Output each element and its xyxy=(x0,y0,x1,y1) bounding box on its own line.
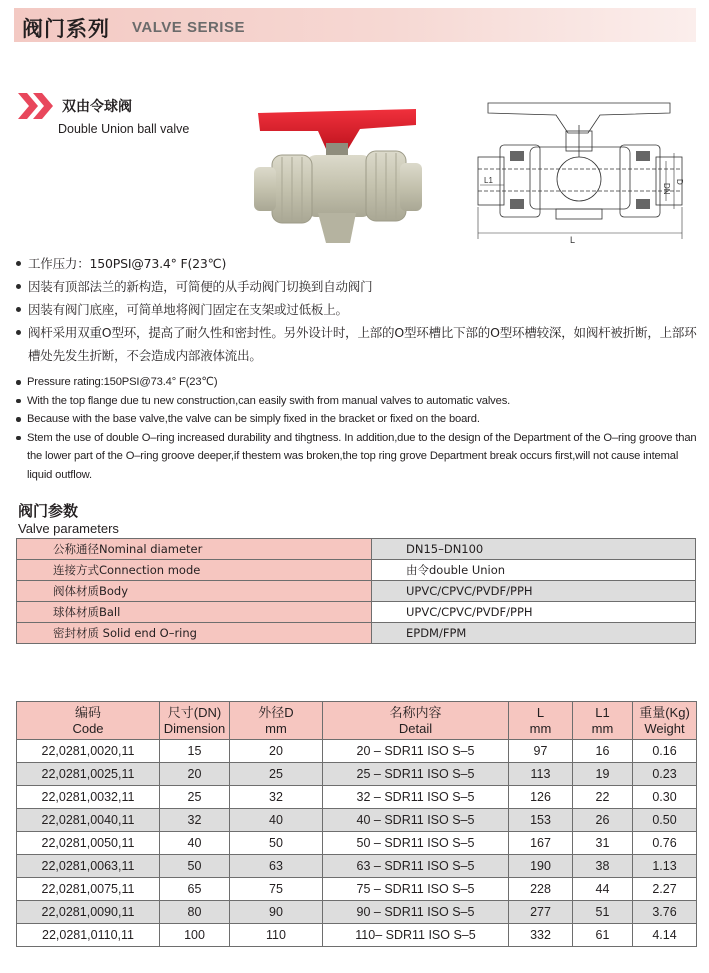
diagram-label-l1: L1 xyxy=(484,176,493,185)
param-row xyxy=(17,602,696,623)
param-value: DN15–DN100 xyxy=(372,539,696,560)
param-value: EPDM/FPM xyxy=(372,623,696,644)
diagram-label-d: D xyxy=(675,179,684,185)
cell-l1: 22 xyxy=(573,786,633,809)
cell-weight: 0.30 xyxy=(633,786,697,809)
table-row xyxy=(17,832,697,855)
cell-code: 22,0281,0063,11 xyxy=(17,855,160,878)
cell-l: 97 xyxy=(509,740,573,763)
diagram-label-dn: DN xyxy=(662,183,671,195)
cell-code: 22,0281,0050,11 xyxy=(17,832,160,855)
cell-code: 22,0281,0020,11 xyxy=(17,740,160,763)
cell-detail: 75 – SDR11 ISO S–5 xyxy=(323,878,509,901)
cell-l1: 31 xyxy=(573,832,633,855)
param-value: UPVC/CPVC/PVDF/PPH xyxy=(372,602,696,623)
cell-code: 22,0281,0040,11 xyxy=(17,809,160,832)
cell-weight: 0.76 xyxy=(633,832,697,855)
cell-dimension: 20 xyxy=(160,763,230,786)
cell-code: 22,0281,0075,11 xyxy=(17,878,160,901)
table-row xyxy=(17,809,697,832)
feature-cn-item: 因装有阀门底座，可简单地将阀门固定在支架或过低板上。 xyxy=(16,298,702,321)
cell-weight: 0.16 xyxy=(633,740,697,763)
params-title-cn: 阀门参数 xyxy=(18,502,79,520)
param-key: 球体材质Ball xyxy=(17,602,372,623)
col-header-weight: 重量(Kg) Weight xyxy=(633,702,697,740)
cell-l1: 51 xyxy=(573,901,633,924)
cell-l1: 19 xyxy=(573,763,633,786)
table-row xyxy=(17,786,697,809)
spec-header-row xyxy=(17,702,697,740)
table-row xyxy=(17,763,697,786)
cell-code: 22,0281,0025,11 xyxy=(17,763,160,786)
cell-l: 277 xyxy=(509,901,573,924)
table-row xyxy=(17,855,697,878)
cell-weight: 2.27 xyxy=(633,878,697,901)
feature-cn-item: 因装有顶部法兰的新构造，可简便的从手动阀门切换到自动阀门 xyxy=(16,275,702,298)
cell-dimension: 50 xyxy=(160,855,230,878)
param-key: 公称通径Nominal diameter xyxy=(17,539,372,560)
cell-l: 167 xyxy=(509,832,573,855)
header-band xyxy=(14,8,696,42)
header-title-en: VALVE SERISE xyxy=(132,19,245,36)
col-header-l1: L1 mm xyxy=(573,702,633,740)
cell-detail: 32 – SDR11 ISO S–5 xyxy=(323,786,509,809)
col-header-outer-diameter: 外径D mm xyxy=(230,702,323,740)
cell-l1: 44 xyxy=(573,878,633,901)
feature-cn-item: 阀杆采用双重O型环，提高了耐久性和密封性。另外设计时，上部的O型环槽比下部的O型环槽较深，如阀杆被折断，上部环槽处先发生折断，不会造成内部液体流出。 xyxy=(16,321,702,367)
cell-l1: 16 xyxy=(573,740,633,763)
cell-l: 190 xyxy=(509,855,573,878)
param-row xyxy=(17,623,696,644)
specification-table xyxy=(16,701,697,947)
cell-code: 22,0281,0110,11 xyxy=(17,924,160,947)
cell-weight: 3.76 xyxy=(633,901,697,924)
table-row xyxy=(17,878,697,901)
cell-dimension: 15 xyxy=(160,740,230,763)
cell-weight: 4.14 xyxy=(633,924,697,947)
cell-dimension: 80 xyxy=(160,901,230,924)
features-cn-list xyxy=(16,252,702,367)
cell-dimension: 100 xyxy=(160,924,230,947)
cell-outer-diameter: 75 xyxy=(230,878,323,901)
feature-cn-item: 工作压力：150PSI@73.4° F(23℃) xyxy=(16,252,702,275)
cell-detail: 90 – SDR11 ISO S–5 xyxy=(323,901,509,924)
cell-outer-diameter: 20 xyxy=(230,740,323,763)
cell-l: 126 xyxy=(509,786,573,809)
param-value: 由令double Union xyxy=(372,560,696,581)
feature-en-item: Because with the base valve,the valve can be simply fixed in the bracket or fixed on the board. xyxy=(16,410,702,429)
cell-detail: 63 – SDR11 ISO S–5 xyxy=(323,855,509,878)
cell-l: 332 xyxy=(509,924,573,947)
feature-en-item: Pressure rating:150PSI@73.4° F(23℃) xyxy=(16,373,702,392)
cell-weight: 1.13 xyxy=(633,855,697,878)
cell-weight: 0.23 xyxy=(633,763,697,786)
param-key: 连接方式Connection mode xyxy=(17,560,372,581)
cell-l1: 26 xyxy=(573,809,633,832)
col-header-dimension: 尺寸(DN) Dimension xyxy=(160,702,230,740)
cell-l1: 61 xyxy=(573,924,633,947)
cell-detail: 25 – SDR11 ISO S–5 xyxy=(323,763,509,786)
features-en-list xyxy=(16,373,702,484)
valve-dimension-diagram xyxy=(470,95,692,245)
feature-en-item: Stem the use of double O–ring increased durability and tihgtness. In addition,due to the design of the Department of the O–ring groove than the lower part of the O–ring groove deeper,if thestem was broken,the top ring grove Department break occurs first,will not cause intemal liquid outflow. xyxy=(16,429,702,485)
param-key: 阀体材质Body xyxy=(17,581,372,602)
diagram-label-l: L xyxy=(570,235,576,245)
col-header-detail: 名称内容 Detail xyxy=(323,702,509,740)
cell-l: 228 xyxy=(509,878,573,901)
cell-outer-diameter: 110 xyxy=(230,924,323,947)
cell-dimension: 32 xyxy=(160,809,230,832)
table-row xyxy=(17,740,697,763)
params-title-en: Valve parameters xyxy=(18,521,119,536)
cell-outer-diameter: 63 xyxy=(230,855,323,878)
cell-detail: 110– SDR11 ISO S–5 xyxy=(323,924,509,947)
cell-weight: 0.50 xyxy=(633,809,697,832)
table-row xyxy=(17,901,697,924)
cell-outer-diameter: 90 xyxy=(230,901,323,924)
cell-outer-diameter: 25 xyxy=(230,763,323,786)
feature-en-item: With the top flange due tu new construction,can easily swith from manual valves to automatic valves. xyxy=(16,392,702,411)
cell-dimension: 40 xyxy=(160,832,230,855)
param-key: 密封材质 Solid end O–ring xyxy=(17,623,372,644)
product-name-en: Double Union ball valve xyxy=(58,122,190,136)
param-value: UPVC/CPVC/PVDF/PPH xyxy=(372,581,696,602)
product-name-cn: 双由令球阀 xyxy=(62,99,132,115)
cell-detail: 20 – SDR11 ISO S–5 xyxy=(323,740,509,763)
valve-parameters-table xyxy=(16,538,696,644)
cell-dimension: 65 xyxy=(160,878,230,901)
cell-outer-diameter: 40 xyxy=(230,809,323,832)
cell-l: 113 xyxy=(509,763,573,786)
param-row xyxy=(17,539,696,560)
cell-detail: 40 – SDR11 ISO S–5 xyxy=(323,809,509,832)
param-row xyxy=(17,560,696,581)
cell-outer-diameter: 32 xyxy=(230,786,323,809)
cell-code: 22,0281,0032,11 xyxy=(17,786,160,809)
param-row xyxy=(17,581,696,602)
cell-l1: 38 xyxy=(573,855,633,878)
cell-outer-diameter: 50 xyxy=(230,832,323,855)
col-header-code: 编码 Code xyxy=(17,702,160,740)
cell-dimension: 25 xyxy=(160,786,230,809)
cell-code: 22,0281,0090,11 xyxy=(17,901,160,924)
table-row xyxy=(17,924,697,947)
cell-detail: 50 – SDR11 ISO S–5 xyxy=(323,832,509,855)
valve-product-photo xyxy=(248,103,426,245)
header-title-cn: 阀门系列 xyxy=(22,17,110,41)
cell-l: 153 xyxy=(509,809,573,832)
col-header-l: L mm xyxy=(509,702,573,740)
double-chevron-icon xyxy=(18,93,58,119)
